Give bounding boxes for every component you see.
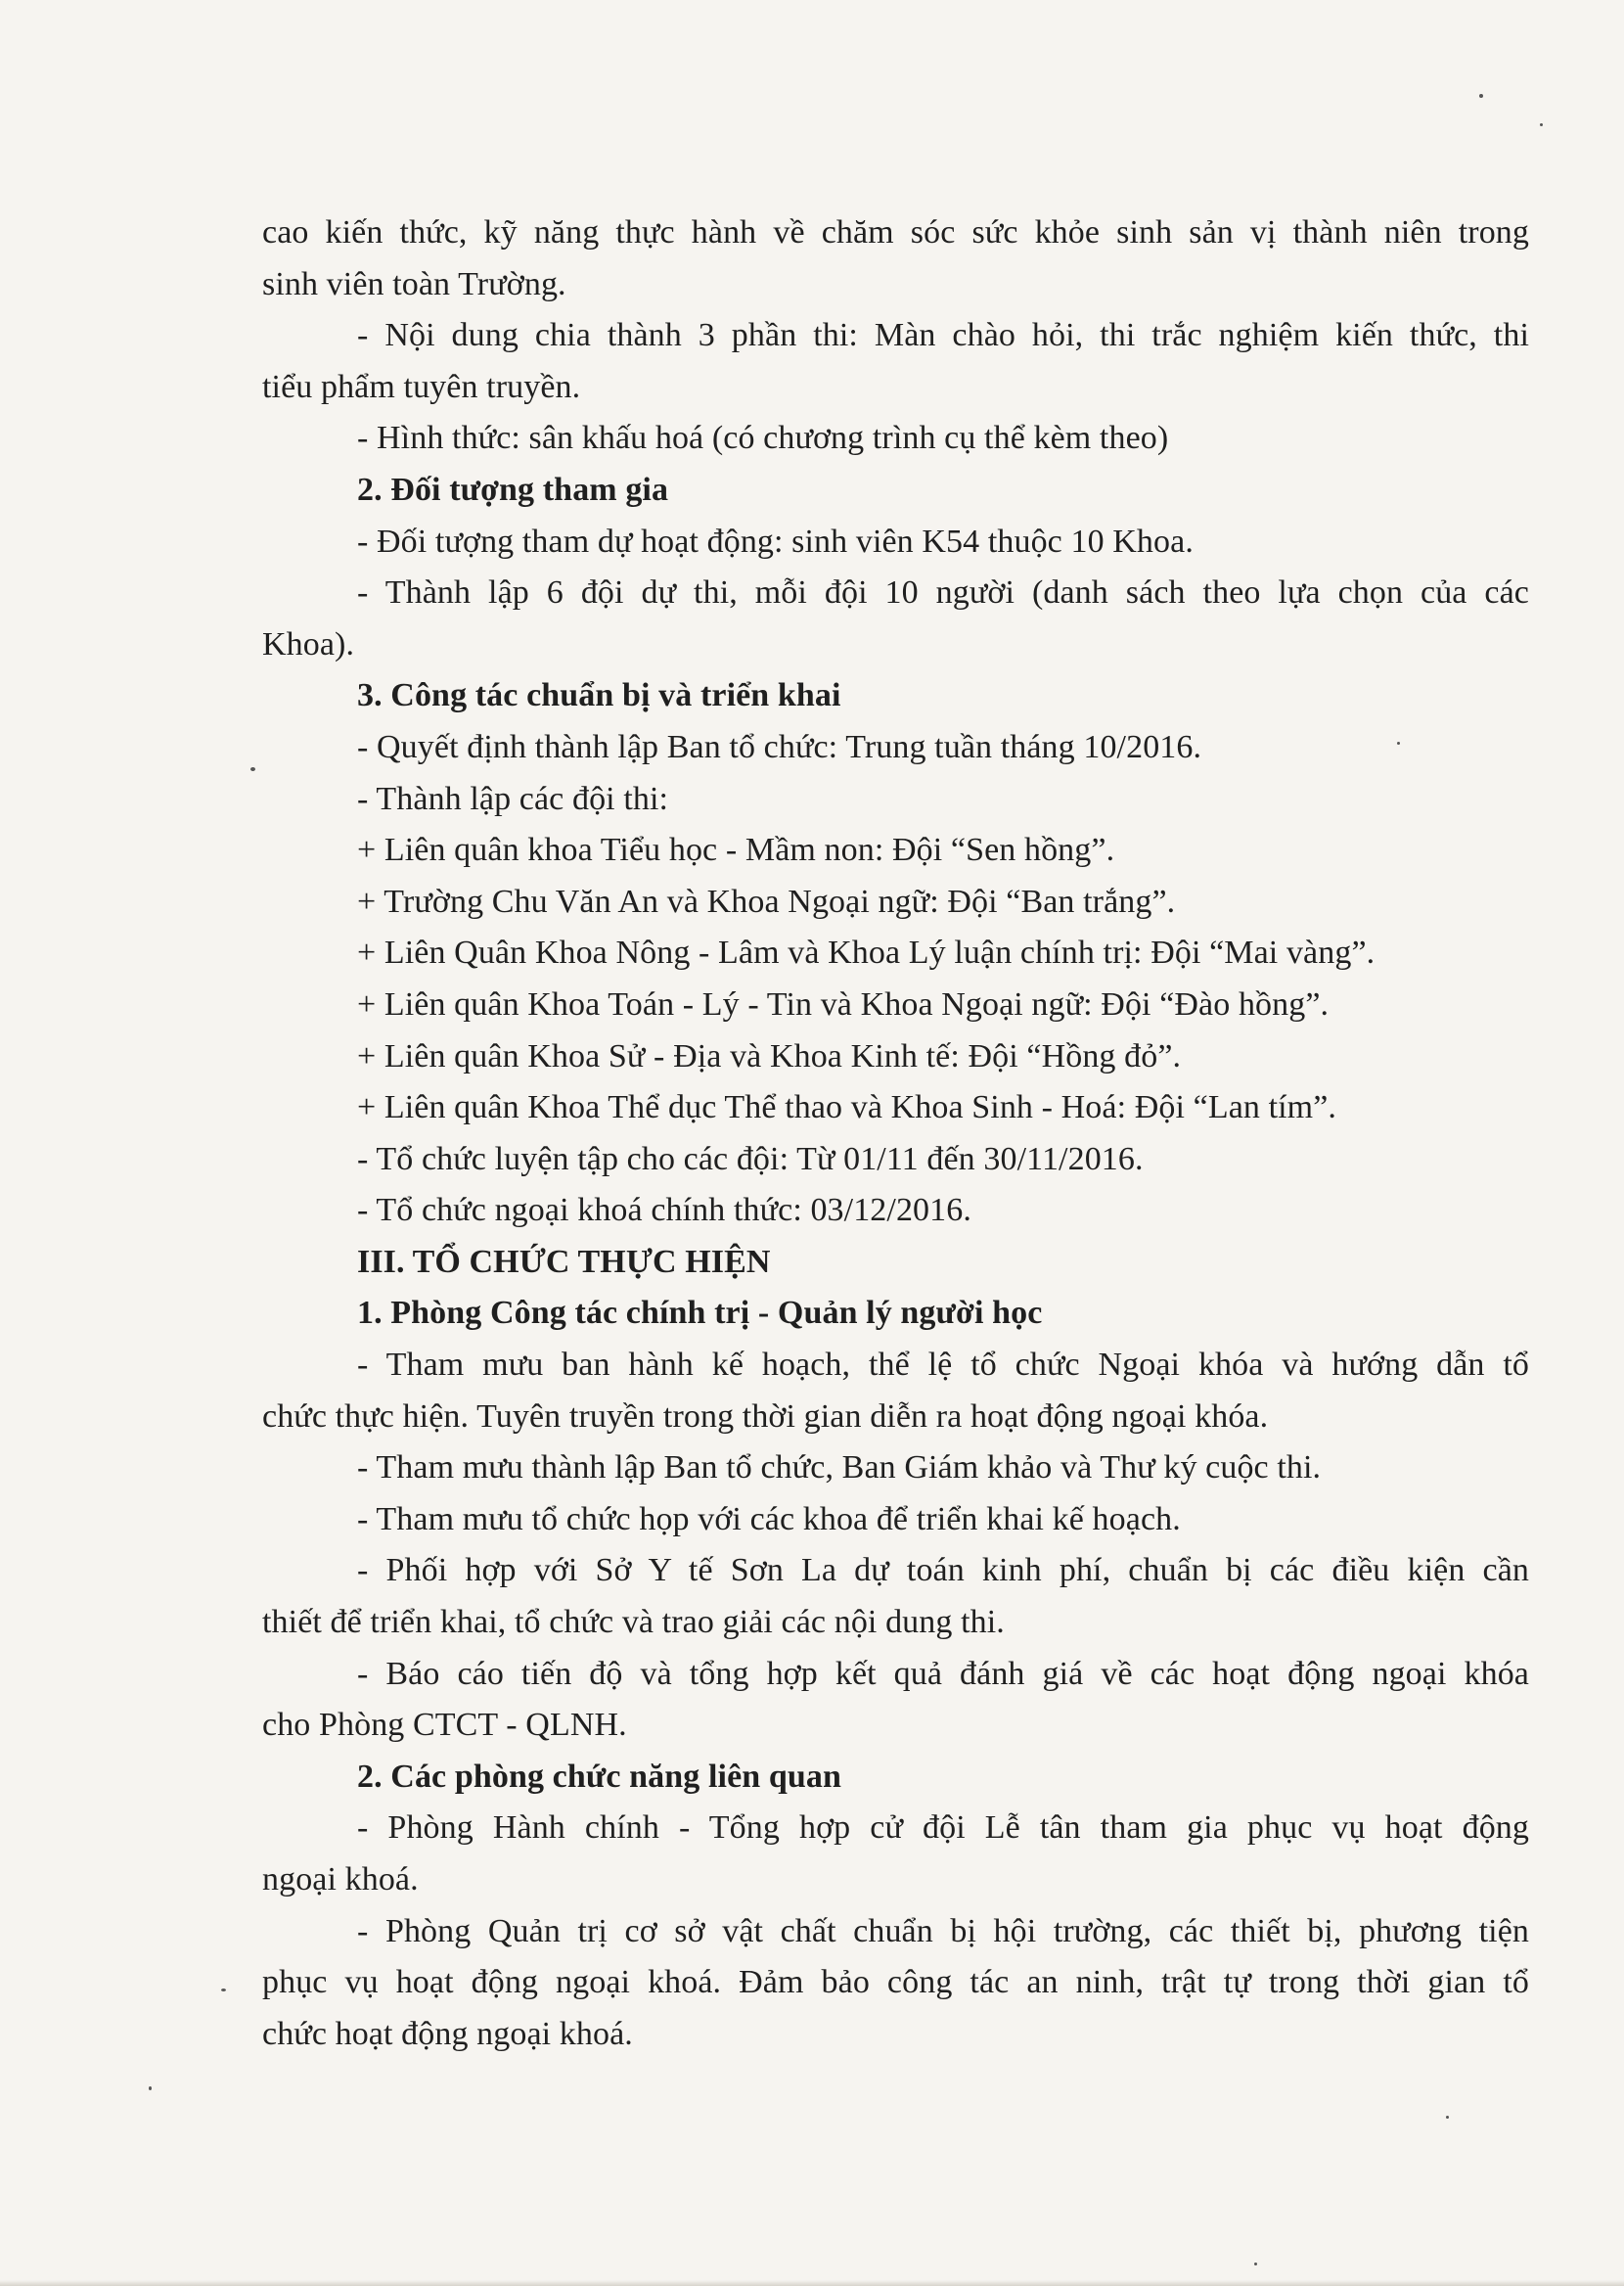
paragraph-line: - Nội dung chia thành 3 phần thi: Màn chào hỏi, thi trắc nghiệm kiến thức, thi (357, 317, 1529, 354)
paragraph-line: - Thành lập các đội thi: (357, 780, 669, 817)
paragraph-line: - Tham mưu thành lập Ban tổ chức, Ban Giám khảo và Thư ký cuộc thi. (357, 1449, 1322, 1486)
scan-speck (1254, 2263, 1257, 2265)
team-list-item: + Trường Chu Văn An và Khoa Ngoại ngữ: Đội “Ban trắng”. (357, 883, 1176, 920)
section-heading: 1. Phòng Công tác chính trị - Quản lý người học (357, 1295, 1043, 1332)
team-list-item: + Liên quân Khoa Thể dục Thể thao và Khoa Sinh - Hoá: Đội “Lan tím”. (357, 1089, 1337, 1126)
scan-speck (1446, 2116, 1449, 2119)
team-list-item: + Liên quân khoa Tiểu học - Mầm non: Đội “Sen hồng”. (357, 832, 1115, 869)
scan-speck (1397, 742, 1400, 745)
scan-speck (1479, 94, 1483, 98)
paragraph-line: cao kiến thức, kỹ năng thực hành về chăm sóc sức khỏe sinh sản vị thành niên trong (262, 214, 1529, 251)
paragraph-line: - Tham mưu ban hành kế hoạch, thể lệ tổ chức Ngoại khóa và hướng dẫn tổ (357, 1347, 1529, 1384)
paragraph-line: - Đối tượng tham dự hoạt động: sinh viên K54 thuộc 10 Khoa. (357, 523, 1194, 560)
paragraph-line: - Phòng Quản trị cơ sở vật chất chuẩn bị hội trường, các thiết bị, phương tiện (357, 1912, 1529, 1949)
section-heading: 3. Công tác chuẩn bị và triển khai (357, 677, 841, 714)
team-list-item: + Liên Quân Khoa Nông - Lâm và Khoa Lý luận chính trị: Đội “Mai vàng”. (357, 935, 1376, 972)
paragraph-line: - Tổ chức ngoại khoá chính thức: 03/12/2016. (357, 1192, 971, 1229)
paragraph-line: Khoa). (262, 625, 355, 663)
paragraph-line: chức hoạt động ngoại khoá. (262, 2015, 633, 2052)
paragraph-line: - Phối hợp với Sở Y tế Sơn La dự toán kinh phí, chuẩn bị các điều kiện cần (357, 1552, 1529, 1589)
paragraph-line: - Phòng Hành chính - Tổng hợp cử đội Lễ tân tham gia phục vụ hoạt động (357, 1809, 1529, 1847)
paragraph-line: ngoại khoá. (262, 1861, 419, 1897)
paragraph-line: chức thực hiện. Tuyên truyền trong thời gian diễn ra hoạt động ngoại khóa. (262, 1397, 1269, 1435)
section-heading: 2. Các phòng chức năng liên quan (357, 1758, 842, 1795)
scan-speck (221, 1989, 226, 1991)
team-list-item: + Liên quân Khoa Sử - Địa và Khoa Kinh tế: Đội “Hồng đỏ”. (357, 1037, 1182, 1074)
paragraph-line: tiểu phẩm tuyên truyền. (262, 368, 581, 405)
scan-speck (149, 2086, 152, 2090)
scan-speck (1540, 123, 1543, 126)
paragraph-line: - Thành lập 6 đội dự thi, mỗi đội 10 người (danh sách theo lựa chọn của các (357, 574, 1529, 612)
paragraph-line: thiết để triển khai, tổ chức và trao giải các nội dung thi. (262, 1604, 1005, 1641)
paragraph-line: sinh viên toàn Trường. (262, 265, 566, 302)
document-body (262, 207, 1534, 2060)
page-bottom-edge (0, 2280, 1624, 2286)
section-heading: III. TỔ CHỨC THỰC HIỆN (357, 1243, 771, 1280)
team-list-item: + Liên quân Khoa Toán - Lý - Tin và Khoa Ngoại ngữ: Đội “Đào hồng”. (357, 985, 1330, 1023)
paragraph-line: - Hình thức: sân khấu hoá (có chương trình cụ thể kèm theo) (357, 420, 1169, 457)
section-heading: 2. Đối tượng tham gia (357, 471, 669, 508)
paragraph-line: - Báo cáo tiến độ và tổng hợp kết quả đánh giá về các hoạt động ngoại khóa (357, 1655, 1529, 1692)
paragraph-line: - Tham mưu tổ chức họp với các khoa để triển khai kế hoạch. (357, 1500, 1181, 1537)
paragraph-line: - Quyết định thành lập Ban tổ chức: Trung tuần tháng 10/2016. (357, 728, 1202, 765)
paragraph-line: cho Phòng CTCT - QLNH. (262, 1707, 627, 1744)
scan-speck (250, 767, 255, 771)
paragraph-line: phục vụ hoạt động ngoại khoá. Đảm bảo công tác an ninh, trật tự trong thời gian tổ (262, 1964, 1529, 2001)
paragraph-line: - Tổ chức luyện tập cho các đội: Từ 01/11 đến 30/11/2016. (357, 1140, 1144, 1177)
